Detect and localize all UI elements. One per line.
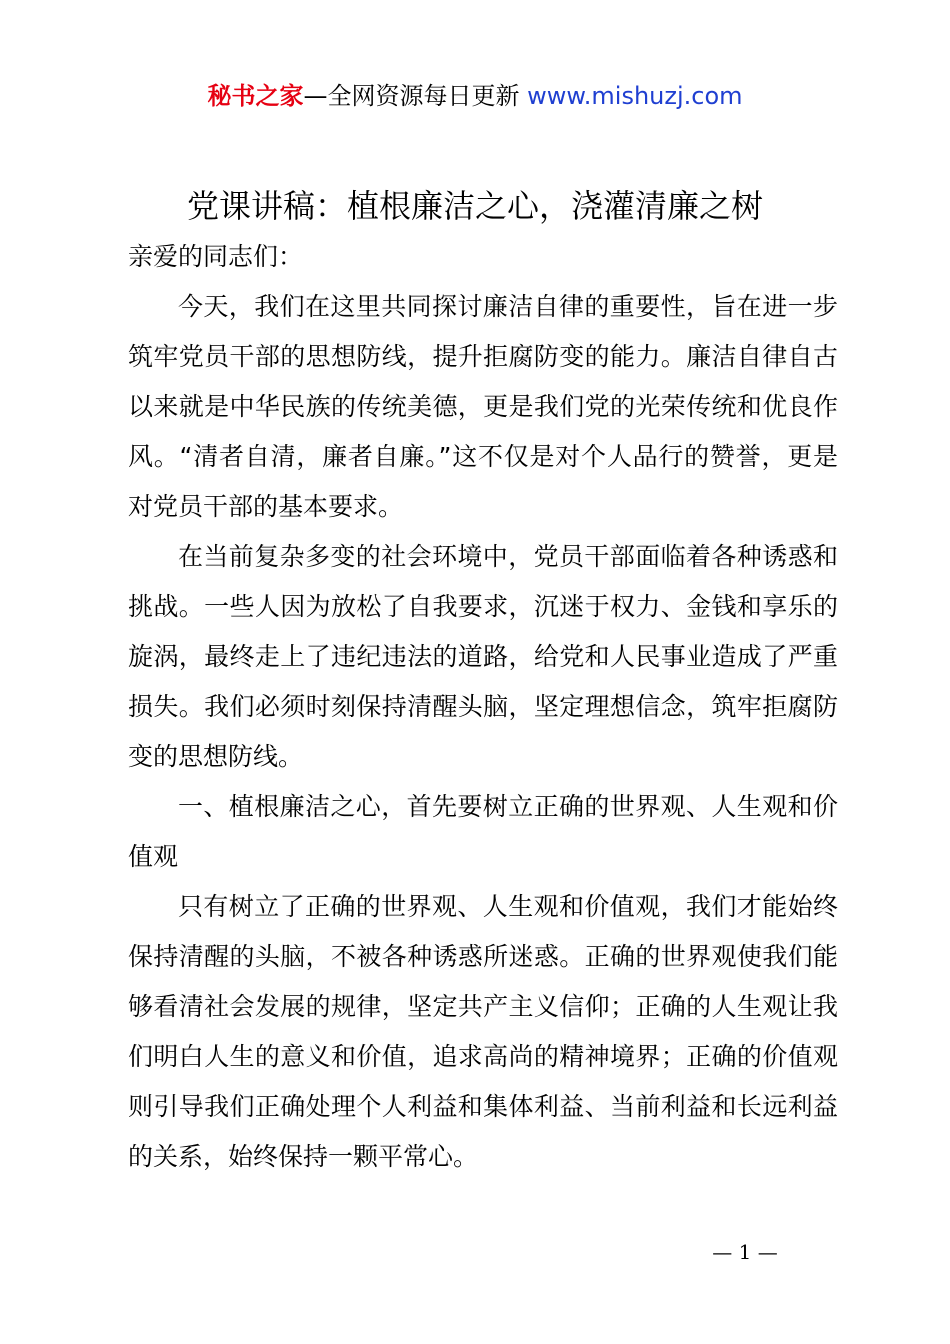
paragraph: 今天，我们在这里共同探讨廉洁自律的重要性，旨在进一步筑牢党员干部的思想防线，提升拒腐防变的能力。廉洁自律自古以来就是中华民族的传统美德，更是我们党的光荣传统和优良作风。“清者自清，廉者自廉。”这不仅是对个人品行的赞誉，更是对党员干部的基本要求。: [128, 292, 838, 521]
header-tagline: —全网资源每日更新: [303, 82, 520, 110]
page-number: — 1 —: [712, 1240, 778, 1264]
site-header: [0, 80, 950, 112]
brand-name: 秘书之家: [207, 82, 304, 110]
document-body: [128, 232, 838, 1182]
document-title: 党课讲稿：植根廉洁之心，浇灌清廉之树: [186, 187, 763, 225]
section-heading: 一、植根廉洁之心，首先要树立正确的世界观、人生观和价值观: [128, 792, 838, 871]
paragraph: 在当前复杂多变的社会环境中，党员干部面临着各种诱惑和挑战。一些人因为放松了自我要求，沉迷于权力、金钱和享乐的旋涡，最终走上了违纪违法的道路，给党和人民事业造成了严重损失。我们必须时刻保持清醒头脑，坚定理想信念，筑牢拒腐防变的思想防线。: [128, 542, 838, 771]
greeting: 亲爱的同志们：: [128, 242, 304, 271]
header-url[interactable]: www.mishuzj.com: [527, 82, 743, 110]
section-paragraph: 只有树立了正确的世界观、人生观和价值观，我们才能始终保持清醒的头脑，不被各种诱惑所迷惑。正确的世界观使我们能够看清社会发展的规律，坚定共产主义信仰；正确的人生观让我们明白人生的意义和价值，追求高尚的精神境界；正确的价值观则引导我们正确处理个人利益和集体利益、当前利益和长远利益的关系，始终保持一颗平常心。: [128, 892, 838, 1171]
